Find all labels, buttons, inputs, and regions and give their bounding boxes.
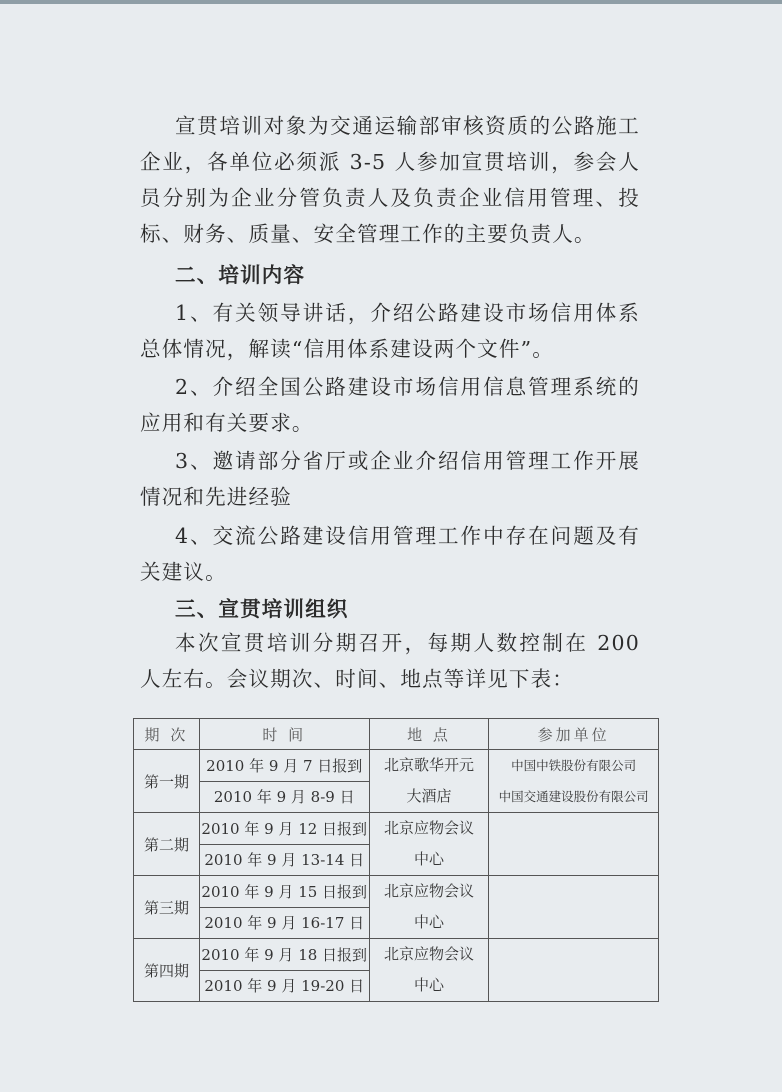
content-item-4: 4、交流公路建设信用管理工作中存在问题及有关建议。 [140,524,640,584]
report-date-cell: 2010 年 9 月 12 日报到 [199,813,369,845]
table-row [134,750,659,782]
venue-cell [369,813,489,876]
venue-line: 中心 [413,976,444,994]
units-cell [489,813,659,876]
venue-cell [369,939,489,1002]
schedule-table [133,718,659,1002]
venue-line: 中心 [413,913,444,931]
unit-line: 中国交通建设股份有限公司 [498,789,649,804]
venue-cell [369,876,489,939]
period-cell: 第二期 [134,813,200,876]
venue-line: 大酒店 [406,787,452,805]
content-item-3: 3、邀请部分省厅或企业介绍信用管理工作开展情况和先进经验 [140,449,640,509]
venue-line: 北京应物会议 [383,882,474,900]
meeting-dates-cell: 2010 年 9 月 13-14 日 [199,844,369,876]
section-heading-training-organization: 三、宣贯培训组织 [175,597,349,621]
table-row [134,939,659,971]
meeting-dates-cell: 2010 年 9 月 19-20 日 [199,970,369,1002]
header-location: 地 点 [369,719,489,750]
scan-top-edge [0,0,782,4]
organization-paragraph: 本次宣贯培训分期召开，每期人数控制在 200 人左右。会议期次、时间、地点等详见下表： [140,631,640,691]
venue-line: 北京歌华开元 [383,756,474,774]
table-header-row [134,719,659,750]
period-cell: 第三期 [134,876,200,939]
report-date-cell: 2010 年 9 月 18 日报到 [199,939,369,971]
units-cell [489,750,659,813]
section-heading-training-content: 二、培训内容 [175,263,306,287]
header-time: 时 间 [199,719,369,750]
units-cell [489,876,659,939]
meeting-dates-cell: 2010 年 9 月 8-9 日 [199,781,369,813]
report-date-cell: 2010 年 9 月 15 日报到 [199,876,369,908]
period-cell: 第一期 [134,750,200,813]
content-item-1: 1、有关领导讲话，介绍公路建设市场信用体系总体情况，解读“信用体系建设两个文件”。 [140,301,640,361]
report-date-cell: 2010 年 9 月 7 日报到 [199,750,369,782]
content-item-2: 2、介绍全国公路建设市场信用信息管理系统的应用和有关要求。 [140,375,640,435]
unit-line: 中国中铁股份有限公司 [511,758,637,773]
header-period: 期 次 [134,719,200,750]
intro-paragraph: 宣贯培训对象为交通运输部审核资质的公路施工企业，各单位必须派 3-5 人参加宣贯培训，参会人员分别为企业分管负责人及负责企业信用管理、投标、财务、质量、安全管理工作的主要负责人。 [140,114,640,246]
header-units: 参加单位 [489,719,659,750]
venue-line: 北京应物会议 [383,945,474,963]
venue-line: 北京应物会议 [383,819,474,837]
venue-cell [369,750,489,813]
period-cell: 第四期 [134,939,200,1002]
table-row [134,876,659,908]
table-row [134,813,659,845]
meeting-dates-cell: 2010 年 9 月 16-17 日 [199,907,369,939]
units-cell [489,939,659,1002]
venue-line: 中心 [413,850,444,868]
